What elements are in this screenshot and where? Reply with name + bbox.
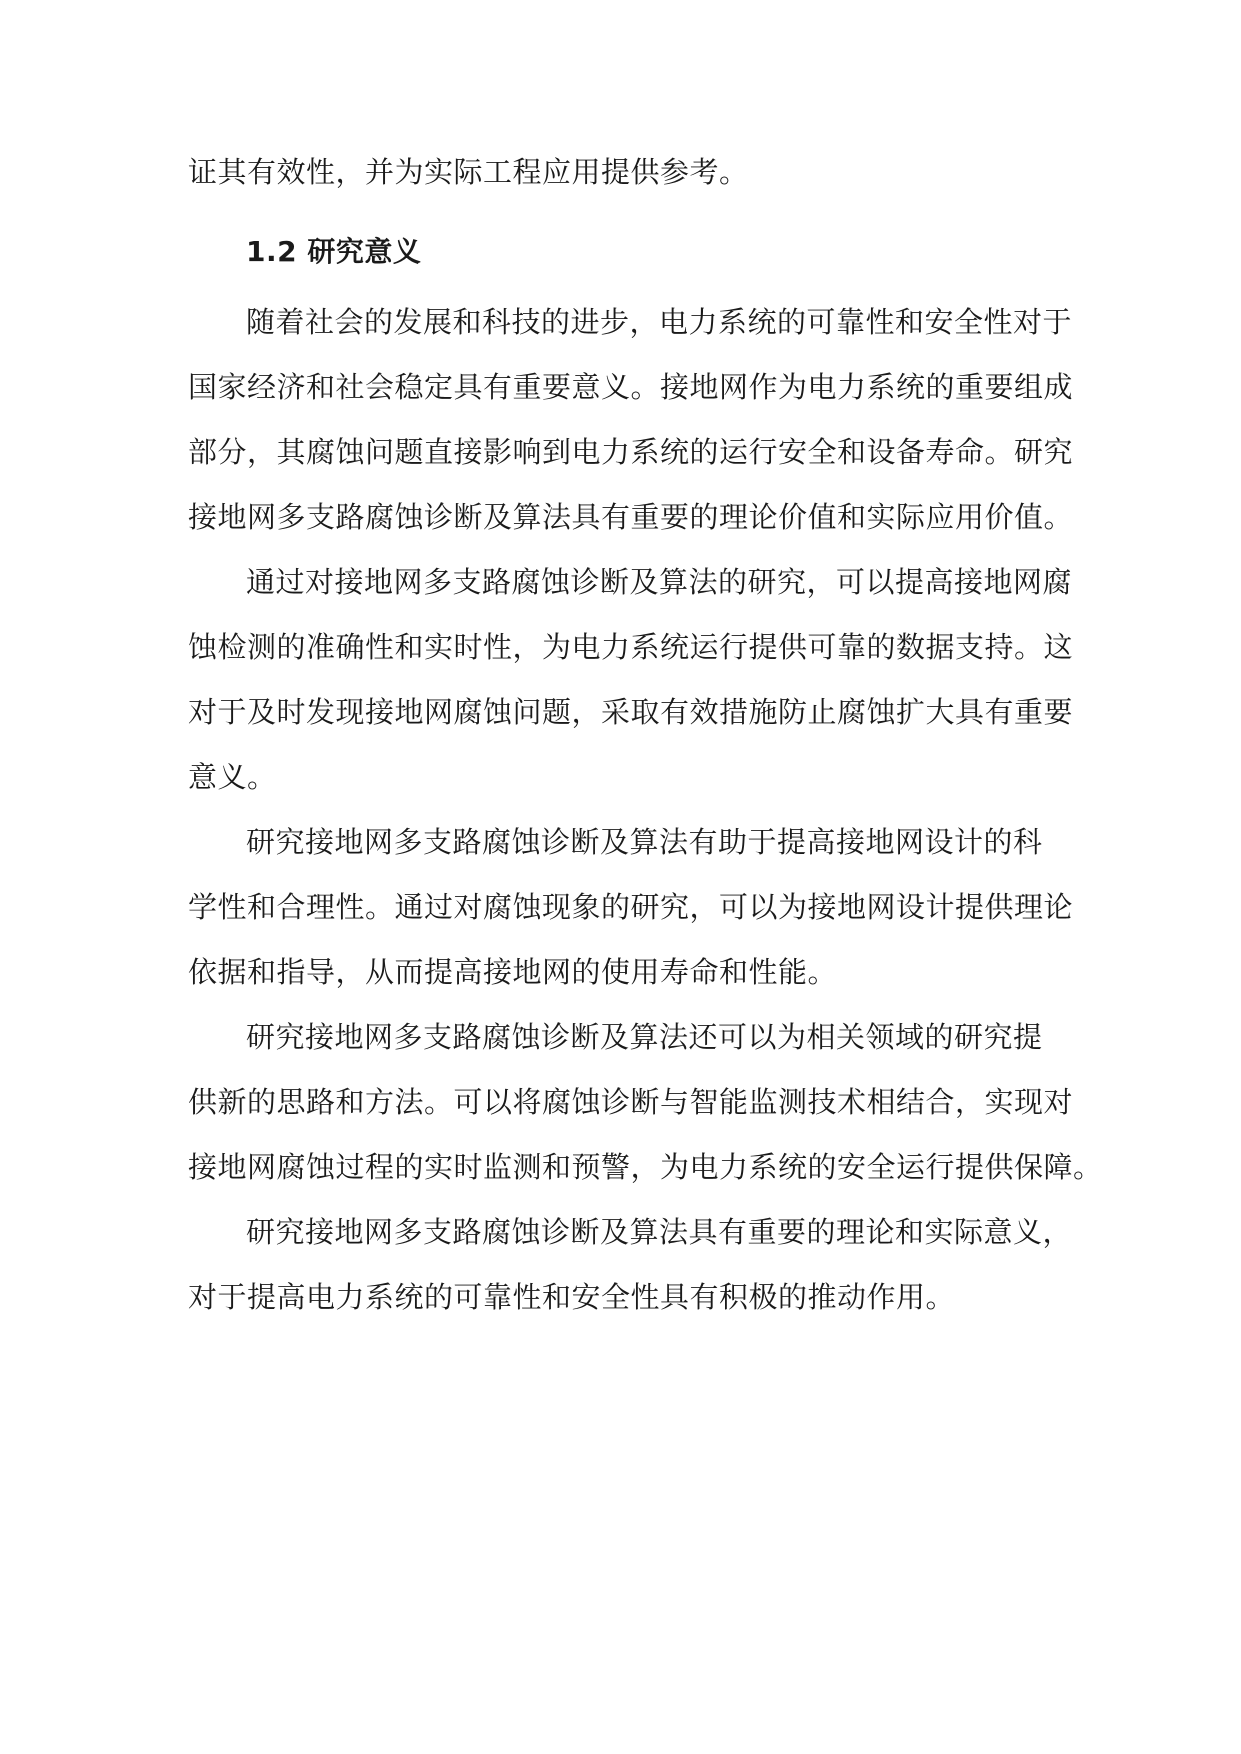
text-line: 依据和指导，从而提高接地网的使用寿命和性能。 — [188, 955, 838, 989]
text-line: 学性和合理性。通过对腐蚀现象的研究，可以为接地网设计提供理论 — [188, 890, 1074, 924]
text-line: 供新的思路和方法。可以将腐蚀诊断与智能监测技术相结合，实现对 — [188, 1085, 1074, 1119]
text-line: 对于及时发现接地网腐蚀问题，采取有效措施防止腐蚀扩大具有重要 — [188, 695, 1074, 729]
text-line: 部分，其腐蚀问题直接影响到电力系统的运行安全和设备寿命。研究 — [188, 435, 1074, 469]
text-line: 接地网腐蚀过程的实时监测和预警，为电力系统的安全运行提供保障。 — [188, 1150, 1103, 1184]
text-line: 通过对接地网多支路腐蚀诊断及算法的研究，可以提高接地网腐 — [246, 565, 1073, 599]
text-line: 接地网多支路腐蚀诊断及算法具有重要的理论价值和实际应用价值。 — [188, 500, 1074, 534]
text-line: 证其有效性，并为实际工程应用提供参考。 — [188, 155, 749, 189]
text-line: 研究接地网多支路腐蚀诊断及算法有助于提高接地网设计的科 — [246, 825, 1043, 859]
text-line: 对于提高电力系统的可靠性和安全性具有积极的推动作用。 — [188, 1280, 956, 1314]
text-line: 蚀检测的准确性和实时性，为电力系统运行提供可靠的数据支持。这 — [188, 630, 1074, 664]
section-heading: 1.2 研究意义 — [246, 235, 422, 268]
text-line: 国家经济和社会稳定具有重要意义。接地网作为电力系统的重要组成 — [188, 370, 1074, 404]
text-line: 意义。 — [188, 760, 277, 794]
text-line: 随着社会的发展和科技的进步，电力系统的可靠性和安全性对于 — [246, 305, 1073, 339]
text-line: 研究接地网多支路腐蚀诊断及算法还可以为相关领域的研究提 — [246, 1020, 1043, 1054]
text-line: 研究接地网多支路腐蚀诊断及算法具有重要的理论和实际意义， — [246, 1215, 1073, 1249]
